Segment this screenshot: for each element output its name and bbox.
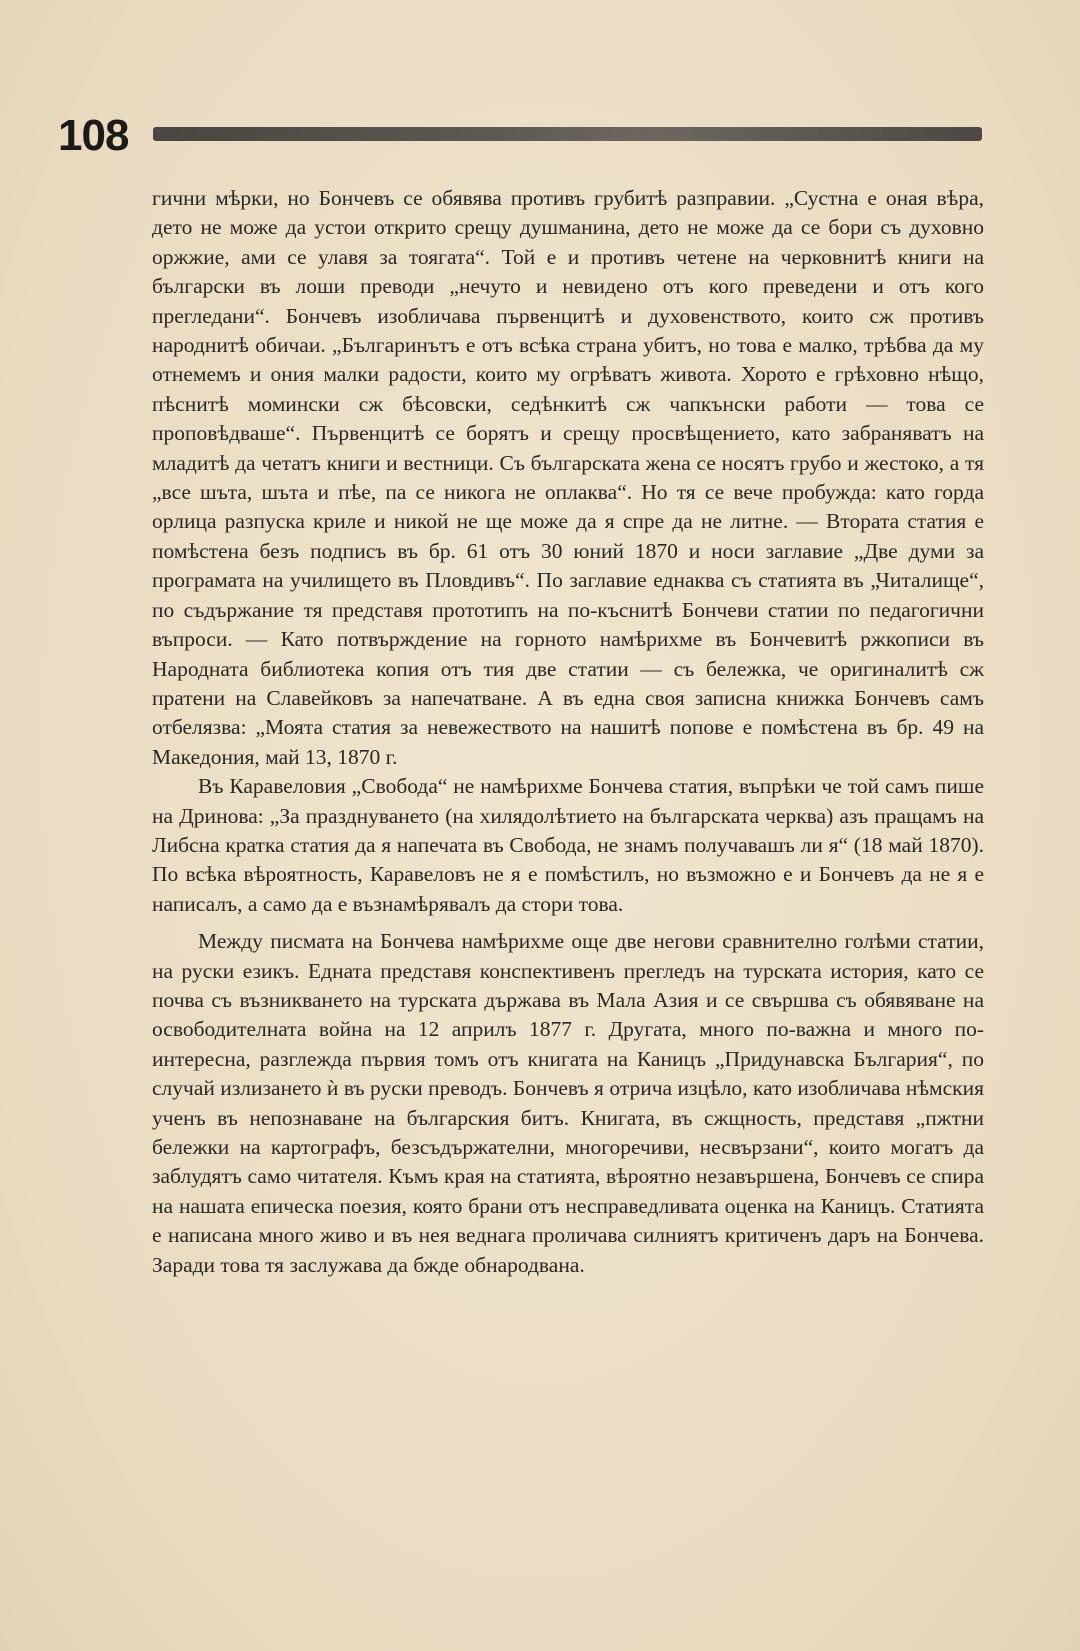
paragraph-3: Между писмата на Бончева намѣрихме още две негови сравнително голѣми статии, на руски езикъ. Едната представя конспективенъ прегледъ на турската история, като се почва съ възникването на турската държава въ Мала Азия и се свършва съ обявяване на освободителната война на 12 априлъ 1877 г. Другата, много по-важна и много по-интересна, разглежда първия томъ отъ книгата на Каницъ „Придунавска България“, по случай излизането ѝ въ руски преводъ. Бончевъ я отрича изцѣло, като изобличава нѣмския ученъ въ непознаване на българския битъ. Книгата, въ сжщность, представя „пжтни бележки на картографъ, безсъдържателни, многоречиви, несвързани“, които могатъ да заблудятъ само читателя. Къмъ края на статията, вѣроятно незавършена, Бончевъ се спира на нашата епическа поезия, която брани отъ несправедливата оценка на Каницъ. Статията е написана много живо и въ нея веднага проличава силниятъ критиченъ даръ на Бончева. Заради това тя заслужава да бжде обнародвана. <box>152 929 984 1277</box>
header-rule <box>153 127 982 141</box>
paragraph-1: гични мѣрки, но Бончевъ се обявява противъ грубитѣ разправии. „Сустна е оная вѣра, дето не може да устои открито срещу душманина, дето не може да се бори съ духовно оржжие, ами се улавя за тоягата“. Той е и противъ четене на черковнитѣ книги на български въ лоши преводи „нечуто и невидено отъ кого преведени и отъ кого прегледани“. Бончевъ изобличава първенцитѣ и духовенството, които сж противъ народнитѣ обичаи. „Българинътъ е отъ всѣка страна убитъ, но това е малко, трѣбва да му отнемемъ и ония малки радости, които му огрѣватъ живота. Хорото е грѣховно нѣщо, пѣснитѣ момински сж бѣсовски, седѣнкитѣ сж чапкънски работи — това се проповѣдваше“. Първенцитѣ се борятъ и срещу просвѣщението, като забраняватъ на младитѣ да четатъ книги и вестници. Съ българската жена се носятъ грубо и жестоко, а тя „все шъта, шъта и пѣе, па се никога не оплаква“. Но тя се вече пробужда: като горда орлица разпуска криле и никой не ще може да я спре да не литне. — Втората статия е помѣстена безъ подписъ въ бр. 61 отъ 30 юний 1870 и носи заглавие „Две думи за програмата на училището въ Пловдивъ“. По заглавие еднаква съ статията въ „Читалище“, по съдържание тя представя прототипъ на по-къснитѣ Бончеви статии по педагогични въпроси. — Като потвърждение на горното намѣрихме въ Бончевитѣ ржкописи въ Народната библиотека копия отъ тия две статии — съ бележка, че оригиналитѣ сж пратени на Славейковъ за напечатване. А въ една своя записна книжка Бончевъ самъ отбелязва: „Моята статия за невежеството на нашитѣ попове е помѣстена въ бр. 49 на Македония, май 13, 1870 г. <box>152 186 984 769</box>
paragraph-2: Въ Каравеловия „Свобода“ не намѣрихме Бончева статия, въпрѣки че той самъ пише на Дринова: „За празднуването (на хилядолѣтието на българската черква) азъ пращамъ на Либсна кратка статия да я напечата въ Свобода, не знамъ получавашъ ли я“ (18 май 1870). По всѣка вѣроятность, Каравеловъ не я е помѣстилъ, но възможно е и Бончевъ да не я е написалъ, а само да е възнамѣрявалъ да стори това. <box>152 774 984 916</box>
body-text <box>152 184 984 1280</box>
page-header <box>58 108 982 164</box>
page-number: 108 <box>58 111 129 160</box>
